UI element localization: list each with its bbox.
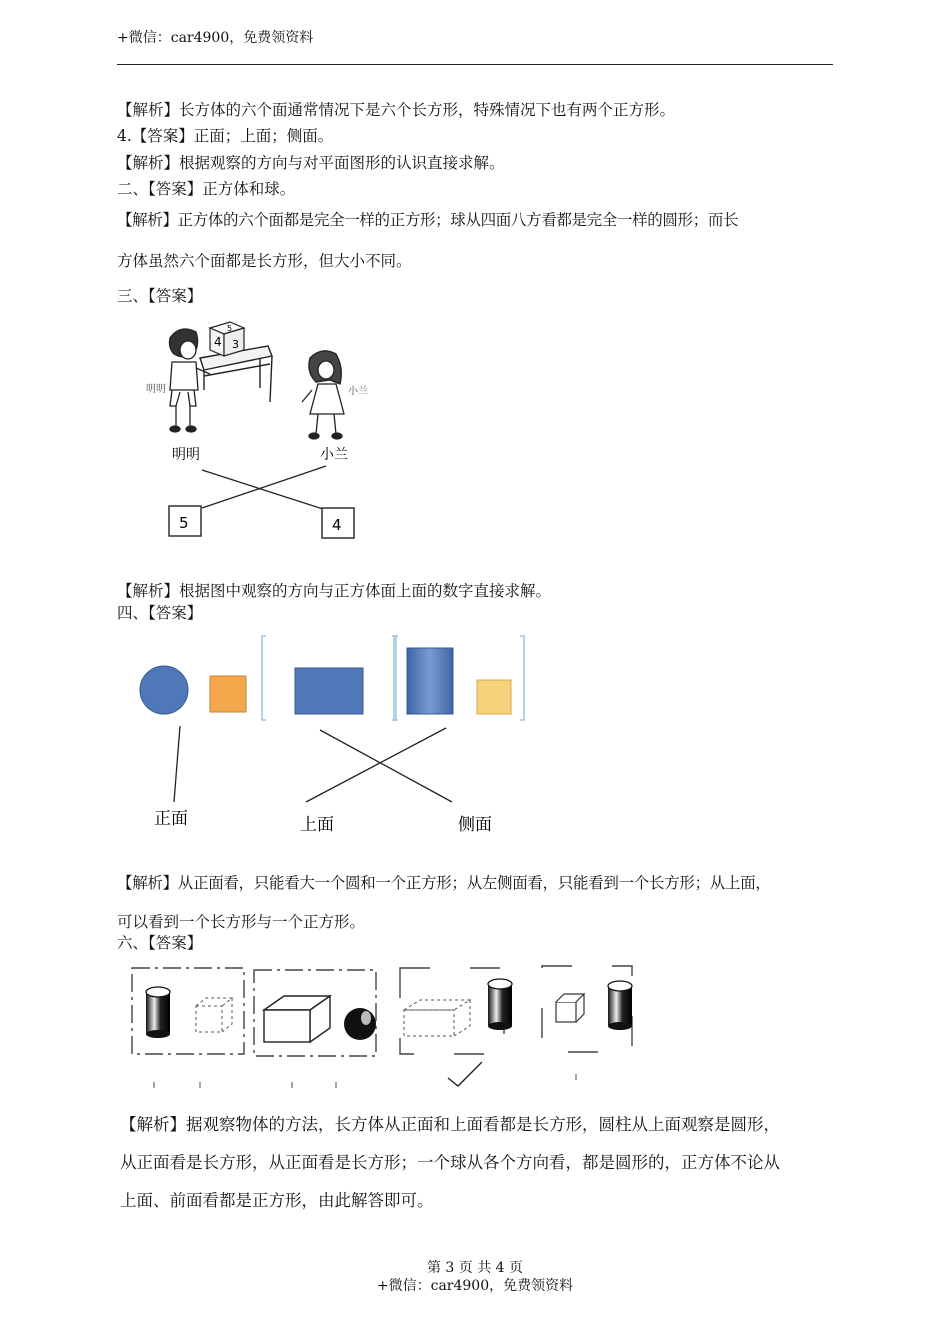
analysis-line-2: 【解析】根据观察的方向与对平面图形的认识直接求解。 [117,154,505,172]
analysis-line-5: 【解析】从正面看，只能看大一个圆和一个正方形；从左侧面看，只能看到一个长方形；从上面， [117,874,771,892]
small-cube-1 [196,998,232,1032]
line-to-side [320,730,452,802]
analysis-line-6c: 上面、前面看都是正方形，由此解答即可。 [120,1191,434,1210]
analysis-line-1: 【解析】长方体的六个面通常情况下是六个长方形，特殊情况下也有两个正方形。 [117,101,676,119]
cylinder-1 [146,987,170,1038]
side-view-tall-rectangle [407,648,453,714]
line-boy-to-4 [202,470,326,510]
line-to-front [174,726,180,802]
page-header: +微信：car4900，免费领资料 [117,30,314,46]
small-cube-2 [556,994,584,1022]
page-footer: +微信：car4900，免费领资料 [376,1278,574,1294]
side-view-square [477,680,511,714]
ball [344,1008,376,1040]
bracket-right-2 [520,636,524,720]
boy-label: 明明 [172,447,200,463]
girl-small-label: 小兰 [348,386,368,397]
header-rule [117,64,833,65]
label-front: 正面 [154,809,188,829]
label-side: 侧面 [458,815,492,835]
box-right-number: 4 [332,516,342,534]
analysis-line-5b: 可以看到一个长方形与一个正方形。 [117,913,366,931]
label-top: 上面 [300,815,334,835]
cuboid [264,996,330,1042]
tick-marks [154,1074,576,1088]
line-to-top [306,728,446,802]
box-left-number: 5 [179,514,189,532]
front-view-square [210,676,246,712]
answer-6-heading: 六、【答案】 [117,934,203,952]
cube-side-number: 3 [232,338,239,351]
cylinder-2 [488,979,512,1030]
analysis-line-3: 【解析】正方体的六个面都是完全一样的正方形；球从四面八方看都是完全一样的圆形；而长 [117,211,739,229]
figure-shape-views [128,632,528,838]
answer-2-line: 二、【答案】正方体和球。 [117,180,296,198]
cube-front-number: 4 [214,335,222,349]
answer-3-line: 三、【答案】 [117,287,203,305]
bracket-left-1 [262,636,266,720]
girl-figure [302,351,344,439]
girl-label: 小兰 [320,447,348,463]
dashed-cuboid [404,1000,470,1036]
line-girl-to-5 [202,466,326,508]
cylinder-3 [608,981,632,1030]
page-number: 第 3 页 共 4 页 [426,1260,524,1276]
analysis-line-4: 【解析】根据图中观察的方向与正方体面上面的数字直接求解。 [117,582,552,600]
figure-observe-cube [140,318,380,546]
cube-top-number: 5 [227,324,233,333]
answer-4-line: 4.【答案】正面；上面；侧面。 [117,127,334,145]
analysis-line-6: 【解析】据观察物体的方法，长方体从正面和上面看都是长方形，圆柱从上面观察是圆形， [120,1115,780,1134]
table-drawing [200,346,272,402]
figure-solids [124,962,664,1094]
answer-4-heading: 四、【答案】 [117,604,203,622]
front-view-circle [140,666,188,714]
top-view-rectangle [295,668,363,714]
boy-small-label: 明明 [146,384,166,395]
analysis-line-3b: 方体虽然六个面都是长方形，但大小不同。 [117,252,412,270]
analysis-line-6b: 从正面看是长方形，从正面看是长方形；一个球从各个方向看，都是圆形的，正方体不论从 [120,1153,780,1172]
check-mark [448,1062,482,1086]
